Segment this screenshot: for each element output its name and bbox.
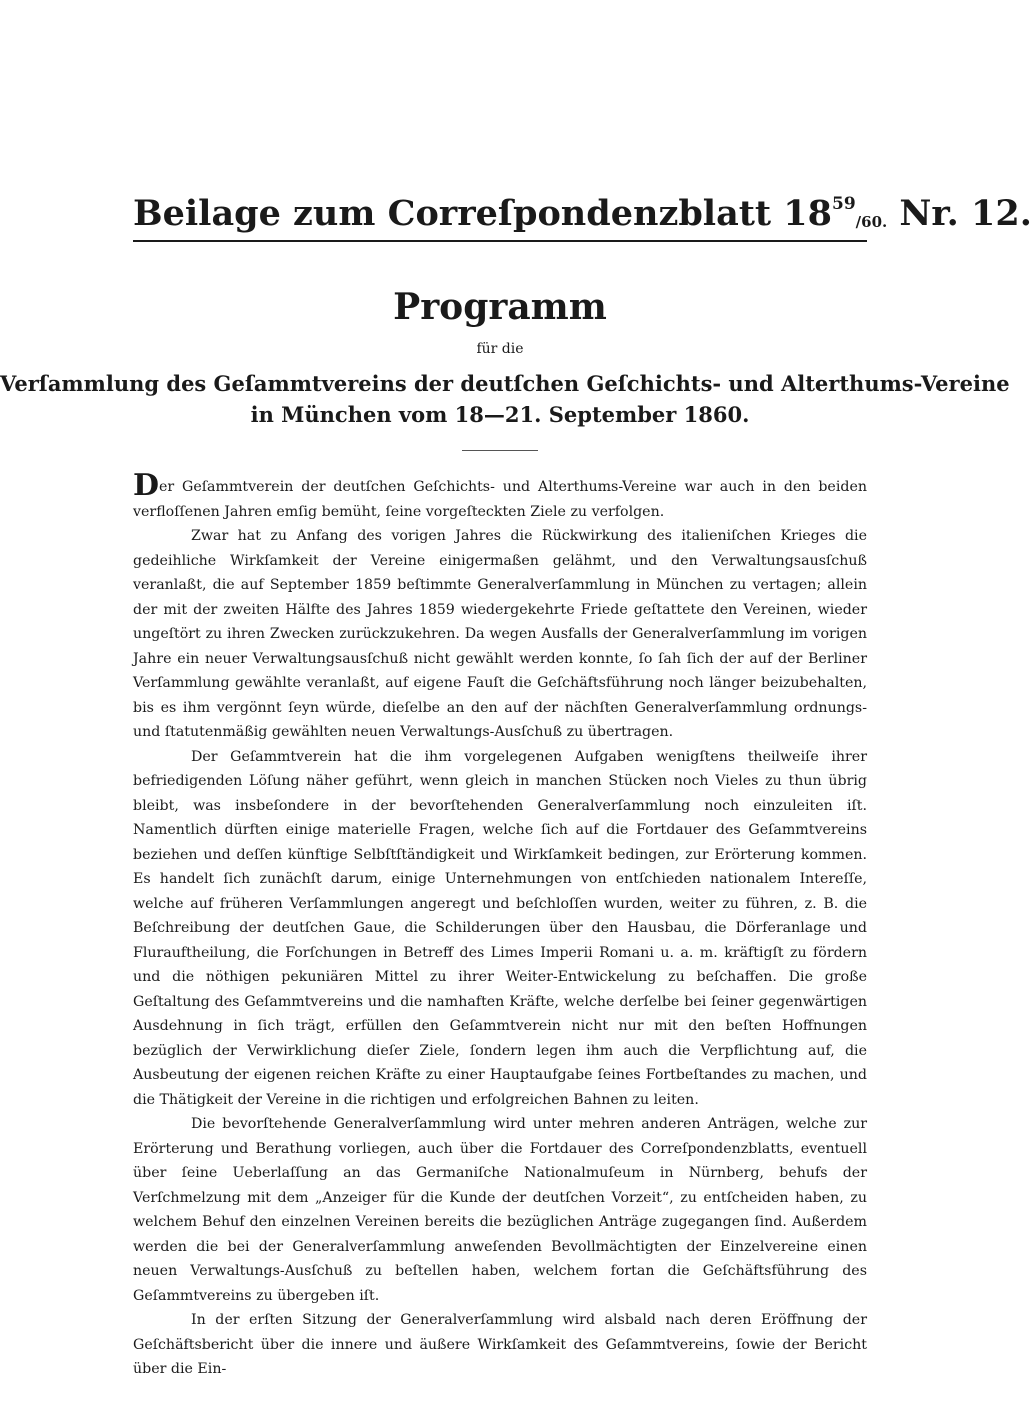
subtitle-line-2: in München vom 18—21. September 1860. [250, 402, 750, 427]
masthead-year-sup: 59 [832, 194, 856, 214]
paragraph-2: Zwar hat zu Anfang des vorigen Jahres die Rückwirkung des italieniſchen Krieges die gedeihliche Wirkſamkeit der Vereine einigermaßen gelähmt, und den Verwaltungsausſchuß veranlaßt, die auf September 1859 beſtimmte Generalverſammlung in München zu vertagen; allein der mit der zweiten Hälfte des Jahres 1859 wiedergekehrte Friede geſtattete den Vereinen, wieder ungeſtört zu ihren Zwecken zurückzukehren. Da wegen Ausfalls der Generalverſammlung im vorigen Jahre ein neuer Verwaltungsausſchuß nicht gewählt werden konnte, ſo ſah ſich der auf der Berliner Verſammlung gewählte veranlaßt, auf eigene Fauſt die Geſchäftsführung noch länger beizubehalten, bis es ihm vergönnt ſeyn würde, dieſelbe an den auf der nächſten Generalverſammlung ordnungs- und ſtatutenmäßig gewählten neuen Verwaltungs-Ausſchuß zu übertragen. [133, 528, 867, 740]
body-text [133, 468, 867, 1382]
section-divider [462, 450, 538, 451]
paragraph-1-text: er Geſammtverein der deutſchen Geſchichts- und Alterthums-Vereine war auch in den beiden verfloſſenen Jahren emſig bemüht, ſeine vorgeſteckten Ziele zu verfolgen. [133, 479, 867, 520]
fuer-die-line: für die [476, 341, 524, 357]
masthead-year-sub: /60. [855, 213, 888, 231]
masthead-text: Beilage zum Correſpondenzblatt 18 [133, 193, 832, 234]
masthead-rule [133, 240, 867, 242]
paragraph-5: In der erſten Sitzung der Generalverſammlung wird alsbald nach deren Eröffnung der Geſchäftsbericht über die innere und äußere Wirkſamkeit des Geſammtvereins, ſowie der Bericht über die Ein- [133, 1312, 867, 1377]
subtitle-line-1: Verſammlung des Geſammtvereins der deutſchen Geſchichts- und Alterthums-Vereine [0, 371, 1010, 396]
paragraph-1 [133, 468, 867, 524]
paragraph-4: Die bevorſtehende Generalverſammlung wird unter mehren anderen Anträgen, welche zur Erörterung und Berathung vorliegen, auch über die Fortdauer des Correſpondenzblatts, eventuell über ſeine Ueberlaſſung an das Germaniſche Nationalmuſeum in Nürnberg, behufs der Verſchmelzung mit dem „Anzeiger für die Kunde der deutſchen Vorzeit“, zu entſcheiden haben, zu welchem Behuf den einzelnen Vereinen bereits die bezüglichen Anträge zugegangen ſind. Außerdem werden die bei der Generalverſammlung anweſenden Bevollmächtigten der Einzelvereine einen neuen Verwaltungs-Ausſchuß zu beſtellen haben, welchem fortan die Geſchäftsführung des Geſammtvereins zu übergeben iſt. [133, 1116, 867, 1304]
drop-cap: D [133, 468, 160, 503]
masthead-number: Nr. 12. [887, 193, 1032, 234]
page-title: Programm [393, 286, 607, 328]
paragraph-3: Der Geſammtverein hat die ihm vorgelegenen Aufgaben wenigſtens theilweiſe ihrer befriedigenden Löſung näher geführt, wenn gleich in manchen Stücken noch Vieles zu thun übrig bleibt, was insbeſondere in der bevorſtehenden Generalverſammlung noch einzuleiten iſt. Namentlich dürften einige materielle Fragen, welche ſich auf die Fortdauer des Geſammtvereins beziehen und deſſen künftige Selbſtſtändigkeit und Wirkſamkeit bedingen, zur Erörterung kommen. Es handelt ſich zunächſt darum, einige Unternehmungen von entſchieden nationalem Intereſſe, welche auf früheren Verſammlungen angeregt und beſchloſſen wurden, weiter zu führen, z. B. die Beſchreibung der deutſchen Gaue, die Schilderungen über den Hausbau, die Dörferanlage und Flurauftheilung, die Forſchungen in Betreff des Limes Imperii Romani u. a. m. kräftigſt zu fördern und die nöthigen pekuniären Mittel zu ihrer Weiter-Entwickelung zu beſchaffen. Die große Geſtaltung des Geſammtvereins und die namhaften Kräfte, welche derſelbe bei ſeiner gegenwärtigen Ausdehnung in ſich trägt, erfüllen den Geſammtverein nicht nur mit den beſten Hoffnungen bezüglich der Verwirklichung dieſer Ziele, ſondern legen ihm auch die Verpflichtung auf, die Ausbeutung der eigenen reichen Kräfte zu einer Hauptaufgabe ſeines Fortbeſtandes zu machen, und die Thätigkeit der Vereine in die richtigen und erfolgreichen Bahnen zu leiten. [133, 748, 867, 1108]
masthead [133, 192, 1032, 236]
